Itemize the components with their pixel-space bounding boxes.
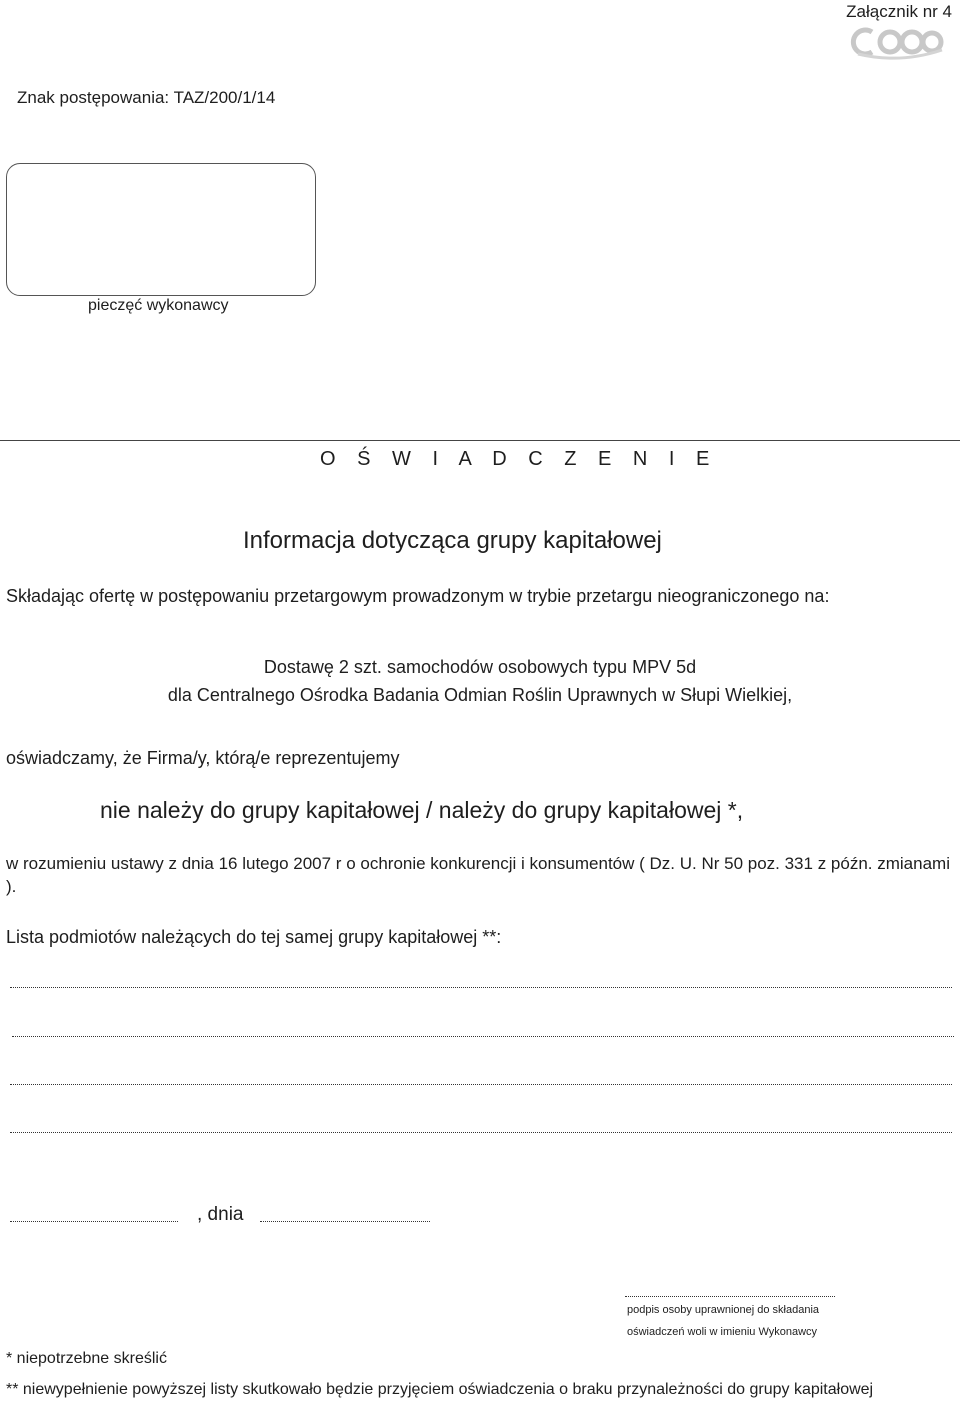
section-divider	[0, 440, 960, 441]
case-number: Znak postępowania: TAZ/200/1/14	[17, 88, 276, 107]
entity-list-line	[12, 1036, 954, 1037]
stamp-box	[6, 163, 316, 296]
coboru-logo-icon	[850, 24, 944, 60]
signature-caption-line1: podpis osoby uprawnionej do składania	[627, 1304, 820, 1316]
document-heading: O Ś W I A D C Z E N I E	[320, 448, 718, 470]
date-label: , dnia	[197, 1204, 244, 1225]
group-membership-choice: nie należy do grupy kapitałowej / należy do grupy kapitałowej *,	[100, 797, 744, 823]
subject-line-2: dla Centralnego Ośrodka Badania Odmian Roślin Uprawnych w Słupi Wielkiej,	[167, 685, 793, 705]
signature-caption-line2: oświadczeń woli w imieniu Wykonawcy	[627, 1326, 818, 1338]
declaration-text: oświadczamy, że Firma/y, którą/e reprezentujemy	[6, 748, 400, 768]
entity-list-title: Lista podmiotów należących do tej samej grupy kapitałowej **:	[6, 927, 502, 947]
entity-list-line	[10, 1132, 952, 1133]
document-subheading: Informacja dotycząca grupy kapitałowej	[243, 527, 662, 554]
intro-paragraph: Składając ofertę w postępowaniu przetargowym prowadzonym w trybie przetargu nieograniczonego na:	[6, 586, 830, 606]
date-line	[260, 1221, 430, 1222]
stamp-caption: pieczęć wykonawcy	[88, 297, 229, 314]
place-line	[10, 1221, 178, 1222]
footnote-2: ** niewypełnienie powyższej listy skutkowało będzie przyjęciem oświadczenia o braku przynależności do grupy kapitałowej	[6, 1381, 874, 1398]
subject-line-1: Dostawę 2 szt. samochodów osobowych typu MPV 5d	[263, 657, 697, 677]
signature-line	[625, 1296, 835, 1297]
entity-list-line	[10, 1084, 952, 1085]
law-reference: w rozumieniu ustawy z dnia 16 lutego 2007 r o ochronie konkurencji i konsumentów ( Dz. U. Nr 50 poz. 331 z późn. zmianami ).	[6, 854, 950, 896]
footnote-1: * niepotrzebne skreślić	[6, 1350, 167, 1367]
entity-list-line	[10, 987, 952, 988]
attachment-number: Załącznik nr 4	[846, 2, 952, 21]
